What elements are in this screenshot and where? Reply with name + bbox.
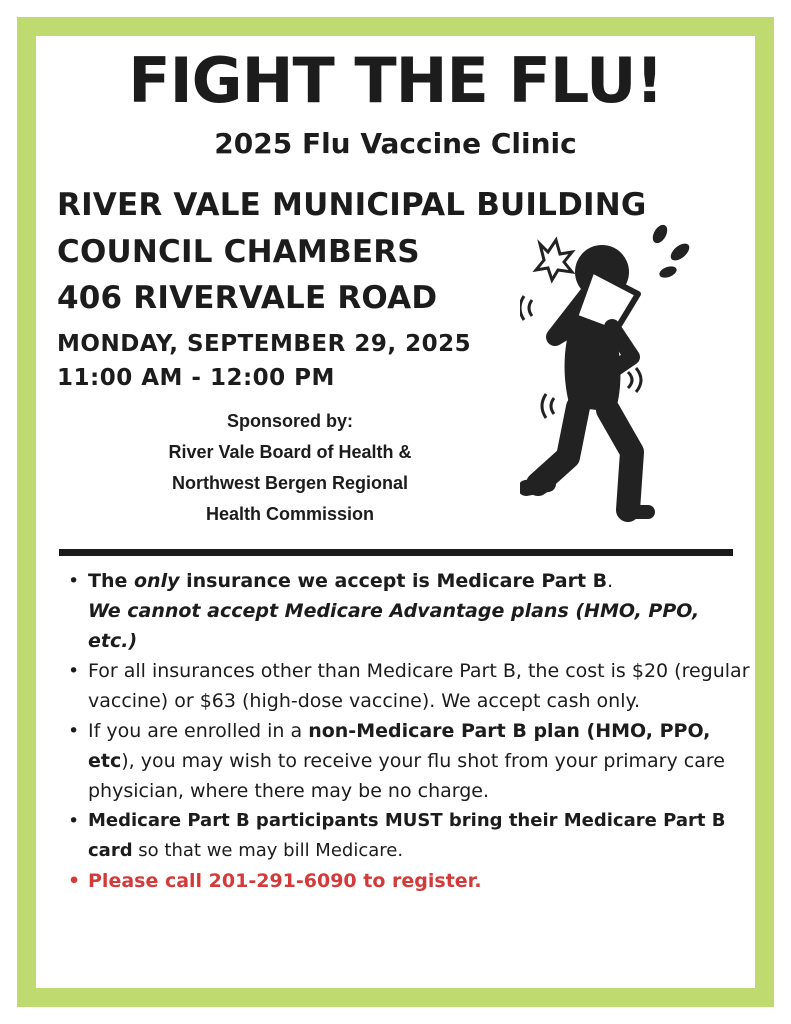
info-bullet-list xyxy=(62,566,752,896)
location-line-3: 406 RIVERVALE ROAD xyxy=(57,280,438,316)
clinic-date: MONDAY, SEPTEMBER 29, 2025 xyxy=(57,331,472,357)
bullet-text: If you are enrolled in a xyxy=(88,720,309,742)
bullet-text: . xyxy=(607,570,614,592)
list-item xyxy=(62,716,752,806)
bullet-text: Medicare Part B participants MUST bring their Medicare Part B card xyxy=(88,810,726,861)
section-divider xyxy=(59,549,733,556)
sponsor-line-3: Health Commission xyxy=(205,504,375,524)
bullet-text: The xyxy=(88,570,134,592)
bullet-dot: • xyxy=(68,720,80,742)
list-item xyxy=(62,566,752,656)
sponsor-line-1: River Vale Board of Health & xyxy=(168,442,412,462)
bullet-text: insurance we accept is Medicare Part B xyxy=(179,570,608,592)
register-phone-text: Please call 201-291-6090 to register. xyxy=(88,870,482,892)
location-line-1: RIVER VALE MUNICIPAL BUILDING xyxy=(57,187,647,223)
bullet-text: For all insurances other than Medicare Part B, the cost is $20 (regular vaccine) or $63 (high-dose vaccine). We accept cash only. xyxy=(88,660,750,712)
sneezing-person-icon xyxy=(520,222,720,522)
flyer-title: FIGHT THE FLU! xyxy=(128,44,663,117)
list-item xyxy=(62,806,752,866)
bullet-text: so that we may bill Medicare. xyxy=(132,840,404,861)
bullet-text: ), you may wish to receive your flu shot from your primary care physician, where there may be no charge. xyxy=(88,750,725,802)
bullet-text: We cannot accept Medicare Advantage plans (HMO, PPO, etc.) xyxy=(88,600,700,652)
location-line-2: COUNCIL CHAMBERS xyxy=(57,234,420,270)
flyer-subtitle: 2025 Flu Vaccine Clinic xyxy=(214,127,577,160)
bullet-text: only xyxy=(134,570,180,592)
clinic-time: 11:00 AM - 12:00 PM xyxy=(57,365,335,391)
bullet-dot: • xyxy=(68,810,80,832)
bullet-dot: • xyxy=(68,660,80,682)
bullet-dot: • xyxy=(68,870,81,892)
sponsor-line-2: Northwest Bergen Regional xyxy=(171,473,409,493)
list-item xyxy=(62,656,752,716)
bullet-text: non-Medicare Part B plan (HMO, PPO, etc xyxy=(88,720,711,772)
sponsor-heading: Sponsored by: xyxy=(226,411,353,431)
list-item xyxy=(62,866,752,896)
bullet-dot: • xyxy=(68,570,80,592)
